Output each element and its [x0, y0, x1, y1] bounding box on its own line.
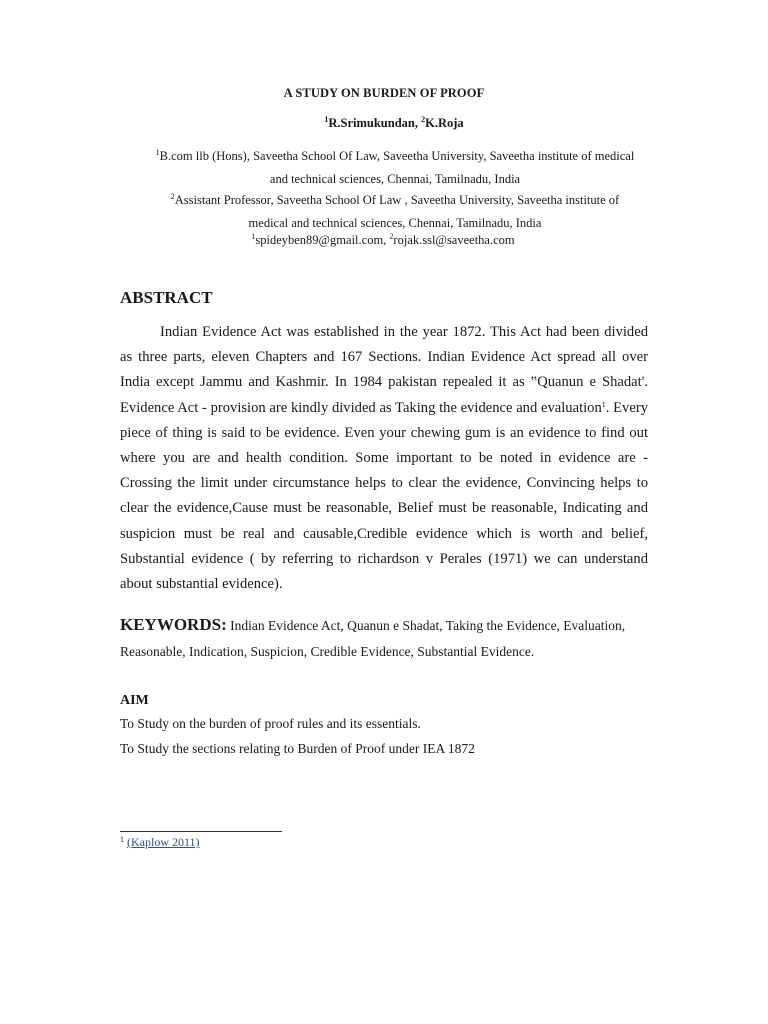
affiliation-1-line-1: B.com llb (Hons), Saveetha School Of Law, Saveetha University, Saveetha institute of medical — [159, 149, 635, 163]
email-1: spideyben89@gmail.com, — [255, 233, 390, 247]
abstract-heading: ABSTRACT — [120, 288, 213, 307]
keywords-paragraph — [120, 612, 648, 664]
affiliation-2-line-1: Assistant Professor, Saveetha School Of Law , Saveetha University, Saveetha institute of — [174, 193, 620, 207]
affiliation-2 — [90, 189, 700, 234]
keywords-label: KEYWORDS: — [120, 615, 227, 634]
aim-heading: AIM — [120, 693, 149, 708]
footnote-mark: 1 — [120, 835, 124, 844]
author-2-superscript: 2 — [421, 115, 426, 124]
abstract-body — [120, 320, 648, 597]
abstract-text-part-2: . Every piece of thing is said to be evidence. Even your chewing gum is an evidence to find out where you are and health condition. Some important to be noted in evidence are - Crossing the limit under circumstance helps to clear the evidence, Convincing helps to clear the evidence,Cause must be reasonable, Belief must be reasonable, Indicating and suspicion must be real and causable,Credible evidence which is worth and belief, Substantial evidence ( by referring to richardson v Perales (1971) we can understand about substantial evidence). — [120, 399, 648, 593]
email-2-superscript: 2 — [389, 232, 394, 241]
author-line — [0, 116, 768, 131]
footnote — [120, 835, 200, 850]
abstract-text-part-1: Indian Evidence Act was established in the year 1872. This Act had been divided as three parts, eleven Chapters and 167 Sections. Indian Evidence Act spread all over India except Jammu and Kashmir. In 1984 pakistan repealed it as ‟Quanun e Shadat'. Evidence Act - provision are kindly divided as Taking the evidence and evaluation — [120, 324, 648, 416]
keywords-text: Indian Evidence Act, Quanun e Shadat, Taking the Evidence, Evaluation, Reasonable, Indication, Suspicion, Credible Evidence, Substantial Evidence. — [120, 618, 626, 659]
author-1-name: R.Srimukundan, — [328, 116, 422, 130]
affiliation-2-superscript: 2 — [170, 192, 175, 201]
email-line — [0, 233, 766, 248]
affiliation-1-line-2: and technical sciences, Chennai, Tamilnadu, India — [269, 171, 521, 186]
aim-line-1: To Study on the burden of proof rules and its essentials. — [120, 716, 421, 731]
affiliation-1-superscript: 1 — [155, 148, 160, 157]
affiliation-2-line-2: medical and technical sciences, Chennai, Tamilnadu, India — [248, 215, 542, 230]
footnote-reference[interactable]: 1 — [601, 399, 606, 409]
affiliation-1 — [90, 145, 700, 190]
footnote-citation-link[interactable]: (Kaplow 2011) — [127, 835, 200, 849]
footnote-separator — [120, 831, 282, 832]
author-2-name: K.Roja — [425, 116, 464, 130]
aim-line-2: To Study the sections relating to Burden of Proof under IEA 1872 — [120, 741, 475, 756]
email-1-superscript: 1 — [251, 232, 256, 241]
author-1-superscript: 1 — [324, 115, 329, 124]
paper-title: A STUDY ON BURDEN OF PROOF — [283, 86, 485, 100]
email-2: rojak.ssl@saveetha.com — [393, 233, 515, 247]
